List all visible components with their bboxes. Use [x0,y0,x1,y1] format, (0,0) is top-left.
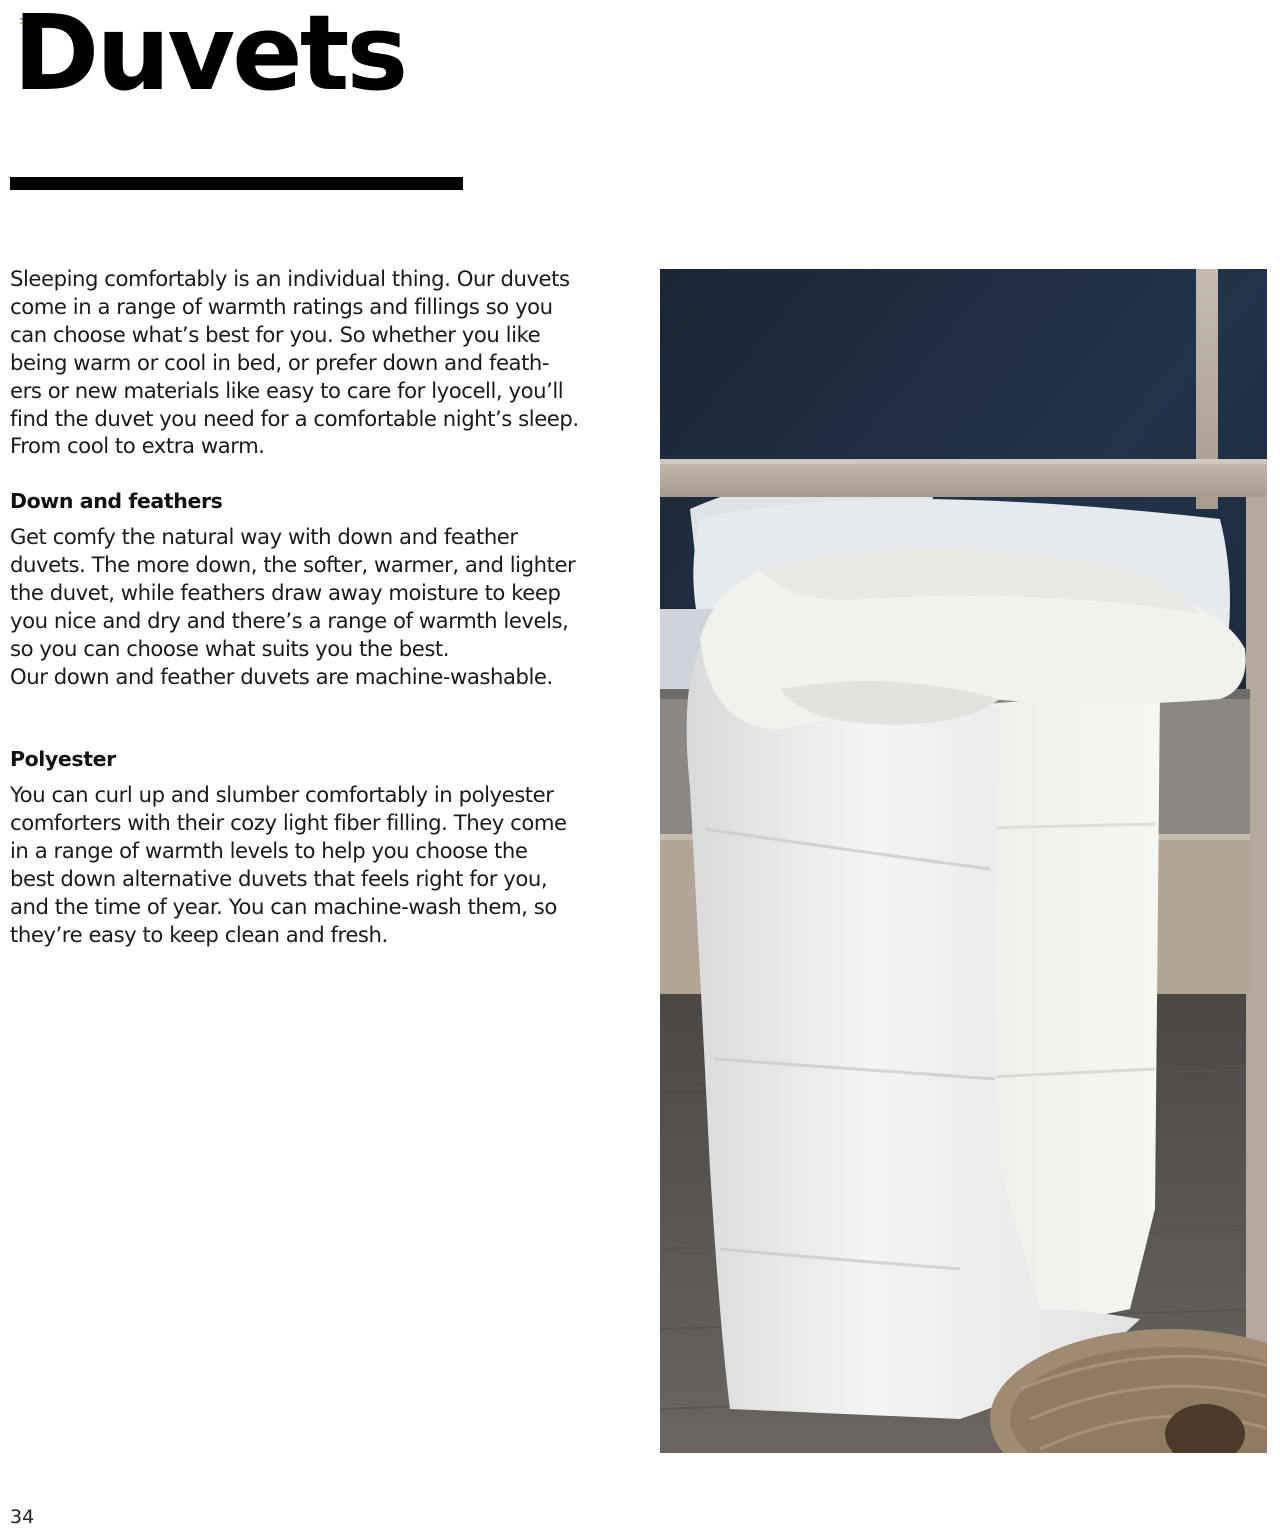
text-line: ers or new materials like easy to care for lyocell, you’ll [10,377,564,403]
text-line: comforters with their cozy light fiber filling. They come [10,809,567,835]
text-line: find the duvet you need for a comfortable night’s sleep. [10,405,579,431]
text-line: Our down and feather duvets are machine-washable. [10,663,553,689]
text-line: you nice and dry and there’s a range of warmth levels, [10,607,569,633]
text-line: duvets. The more down, the softer, warmer, and lighter [10,551,576,577]
text-line: can choose what’s best for you. So whether you like [10,321,541,347]
intro-paragraph [10,265,579,460]
page-title: Duvets [13,0,406,114]
text-line: in a range of warmth levels to help you choose the [10,837,528,863]
text-line: You can curl up and slumber comfortably in polyester [10,782,554,807]
text-line: they’re easy to keep clean and fresh. [10,921,388,947]
text-line: Sleeping comfortably is an individual thing. Our duvets [10,266,570,291]
down-and-feathers-paragraph [10,523,575,690]
text-line: Get comfy the natural way with down and feather [10,524,518,549]
text-line: and the time of year. You can machine-wash them, so [10,893,557,919]
title-underline-rule [10,177,463,190]
text-line: the duvet, while feathers draw away moisture to keep [10,579,561,605]
text-line: best down alternative duvets that feels right for you, [10,865,548,891]
text-line: From cool to extra warm. [10,433,265,459]
page-number: 34 [10,1506,35,1528]
text-line: so you can choose what suits you the best. [10,635,450,661]
section-heading-down-and-feathers: Down and feathers [10,489,223,513]
text-line: come in a range of warmth ratings and fillings so you [10,293,553,319]
section-heading-polyester: Polyester [10,747,116,771]
polyester-paragraph [10,781,567,948]
text-line: being warm or cool in bed, or prefer down and feath- [10,349,550,375]
duvet-bedroom-photo [660,269,1267,1453]
